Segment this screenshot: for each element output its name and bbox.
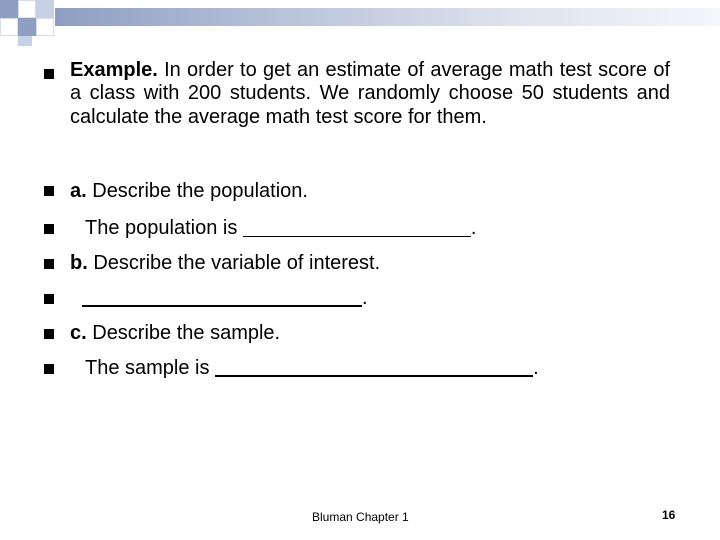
question-c-text: Describe the sample.: [86, 322, 281, 344]
example-label: Example.: [70, 59, 158, 81]
deco-square: [18, 18, 36, 36]
footer-text: Bluman Chapter 1: [312, 510, 409, 524]
answer-c-end: .: [533, 357, 539, 379]
example-paragraph: [70, 59, 670, 129]
header-decoration: [0, 0, 720, 50]
bullet-icon: [44, 186, 54, 196]
answer-a-blank: [243, 218, 471, 237]
question-a-label: a.: [70, 180, 87, 202]
bullet-icon: [44, 364, 54, 374]
answer-b: [82, 287, 682, 310]
header-gradient-bar: [55, 8, 720, 26]
answer-a-end: .: [470, 217, 477, 239]
answer-a: [85, 217, 685, 240]
deco-square: [36, 18, 54, 36]
question-c-label: c.: [70, 322, 87, 344]
bullet-icon: [44, 224, 54, 234]
answer-c-blank: [215, 357, 533, 377]
deco-square: [0, 18, 18, 36]
question-b-label: b.: [70, 252, 88, 274]
answer-b-blank: [82, 287, 362, 307]
deco-square: [0, 0, 18, 18]
question-a-text: Describe the population.: [86, 180, 308, 202]
answer-a-text: The population is: [85, 217, 243, 239]
bullet-icon: [44, 69, 54, 79]
example-text: In order to get an estimate of average math test score of a class with 200 students. We randomly choose 50 students and calculate the average math test score for them.: [70, 59, 670, 128]
bullet-icon: [44, 259, 54, 269]
question-c: [70, 322, 670, 345]
answer-c: [85, 357, 685, 380]
question-b: [70, 252, 670, 275]
page-number: 16: [662, 508, 676, 522]
deco-square: [36, 0, 54, 18]
bullet-icon: [44, 329, 54, 339]
answer-c-text: The sample is: [85, 357, 216, 379]
bullet-icon: [44, 294, 54, 304]
question-a: [70, 180, 670, 203]
question-b-text: Describe the variable of interest.: [87, 252, 381, 274]
deco-square: [18, 36, 32, 46]
deco-square: [18, 0, 36, 18]
answer-b-end: .: [362, 287, 368, 309]
